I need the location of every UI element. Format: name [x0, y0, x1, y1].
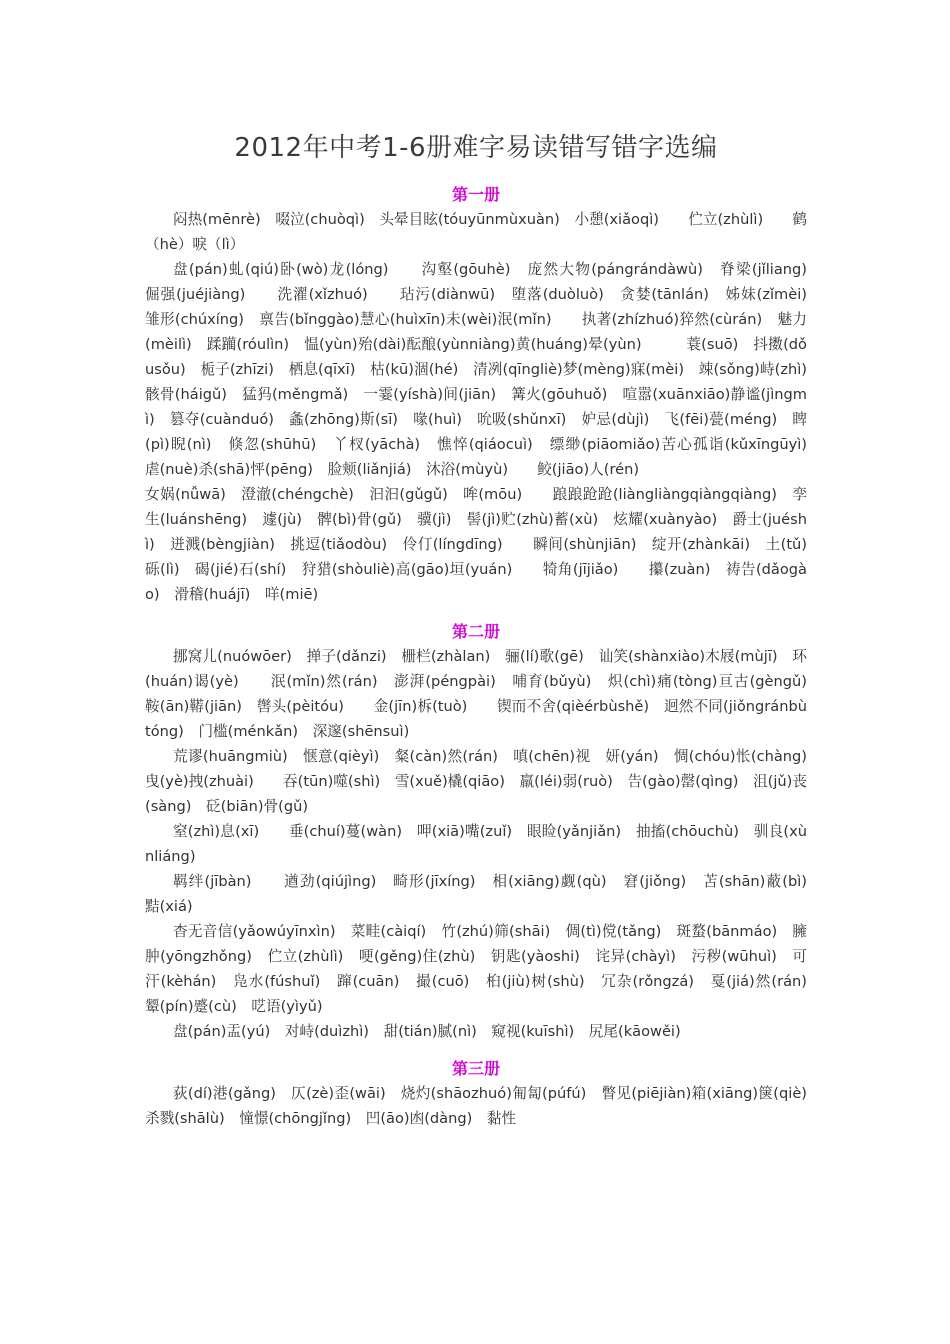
section-volume-2: [145, 619, 822, 1044]
word-list-paragraph: 荒谬(huāngmiù) 惬意(qièyì) 粲(càn)然(rán) 嗔(chēn)视 妍(yán) 惆(chóu)怅(chàng) 曳(yè)拽(zhuài) 吞(tūn)噬(shì) 雪(xuě)橇(qiāo) 羸(léi)弱(ruò) 告(gào)罄(qìng) 沮(jǔ)丧(sàng) 砭(biān)骨(gǔ): [145, 748, 822, 815]
word-list-paragraph: 荻(dí)港(gǎng) 仄(zè)歪(wāi) 烧灼(shāozhuó)匍匐(púfú) 瞥见(piējiàn)箱(xiāng)箧(qiè) 杀戮(shālù) 憧憬(chōngjǐng) 凹(āo)凼(dàng) 黏性: [145, 1085, 822, 1127]
word-list-paragraph: 窒(zhì)息(xī) 垂(chuí)蔓(wàn) 呷(xiā)嘴(zuǐ) 眼睑(yǎnjiǎn) 抽搐(chōuchù) 驯良(xùnliáng): [145, 823, 807, 865]
word-list-paragraph: 盘(pán)虬(qiú)卧(wò)龙(lóng) 沟壑(gōuhè) 庞然大物(pángrándàwù) 脊梁(jǐliang) 倔强(juéjiàng) 洗濯(xǐzhuó) 玷污(diànwū) 堕落(duòluò) 贪婪(tānlán) 姊妹(zǐmèi) 雏形(chúxíng) 禀告(bǐnggào)慧心(huìxīn)未(wèi)泯(mǐn) 执著(zhízhuó)猝然(cùrán) 魅力(mèilì) 蹂躏(róulìn) 愠(yùn)殆(dài)酝酿(yùnniàng)黄(huáng)晕(yùn) 蓑(suō) 抖擞(dǒusǒu) 栀子(zhīzi) 栖息(qīxī) 枯(kū)涸(hé) 清冽(qīngliè)梦(mèng)寐(mèi) 竦(sǒng)峙(zhì) 骸骨(háigǔ) 猛犸(měngmǎ) 一霎(yíshà)间(jiān) 篝火(gōuhuǒ) 喧嚣(xuānxiāo)静谧(jìngmì) 篡夺(cuànduó) 螽(zhōng)斯(sī) 喙(huì) 吮吸(shǔnxī) 妒忌(dùjì) 飞(fēi)甍(méng) 睥(pì)睨(nì) 倏忽(shūhū) 丫杈(yāchà) 憔悴(qiáocuì) 缥缈(piāomiǎo)苦心孤诣(kǔxīngūyì) 虐(nuè)杀(shā)怦(pēng) 脸颊(liǎnjiá) 沐浴(mùyù) 鲛(jiāo)人(rén): [145, 261, 837, 478]
section-heading: 第一册: [451, 185, 500, 204]
word-list-paragraph: 杳无音信(yǎowúyīnxìn) 菜畦(càiqí) 竹(zhú)筛(shāi) 倜(tì)傥(tǎng) 斑蝥(bānmáo) 臃肿(yōngzhǒng) 伫立(zhùlì) 哽(gěng)住(zhù) 钥匙(yàoshi) 诧异(chàyì) 污秽(wūhuì) 可汗(kèhán) 凫水(fúshuǐ) 蹿(cuān) 撮(cuō) 桕(jiù)树(shù) 冗杂(rǒngzá) 戛(jiá)然(rán) 颦(pín)蹙(cù) 呓语(yìyǔ): [145, 923, 822, 1015]
word-list-paragraph: 羁绊(jībàn) 遒劲(qiújìng) 畸形(jīxíng) 相(xiāng)觑(qù) 窘(jiǒng) 苫(shān)蔽(bì) 黠(xiá): [145, 873, 822, 915]
section-volume-3: [145, 1056, 822, 1131]
word-list-paragraph: 闷热(mēnrè) 啜泣(chuòqì) 头晕目眩(tóuyūnmùxuàn) 小憩(xiǎoqì) 伫立(zhùlì) 鹤（hè）唳（lì）: [145, 211, 807, 253]
word-list-paragraph: 挪窝儿(nuówōer) 掸子(dǎnzi) 栅栏(zhàlan) 骊(lí)歌(gē) 讪笑(shànxiào)木屐(mùjī) 环(huán)谒(yè) 泯(mǐn)然(rán) 澎湃(péngpài) 哺育(bǔyù) 炽(chì)痛(tòng)亘古(gèngǔ) 鞍(ān)鞯(jiān) 辔头(pèitóu) 金(jīn)柝(tuò) 锲而不舍(qièérbùshě) 迥然不同(jiǒngránbùtóng) 门槛(ménkǎn) 深邃(shēnsuì): [145, 648, 822, 740]
word-list-paragraph: 盘(pán)盂(yú) 对峙(duìzhì) 甜(tián)腻(nì) 窥视(kuīshì) 尻尾(kāowěi): [173, 1023, 681, 1040]
section-heading: 第三册: [451, 1059, 500, 1078]
word-list-paragraph: 女娲(nǚwā) 澄澈(chéngchè) 汩汩(gǔgǔ) 哞(mōu) 踉踉跄跄(liàngliàngqiàngqiàng) 孪生(luánshēng) 遽(jù) 髀(bì)骨(gǔ) 骥(jì) 髻(jì)贮(zhù)蓄(xù) 炫耀(xuànyào) 爵士(juéshì) 迸溅(bèngjiàn) 挑逗(tiǎodòu) 伶仃(língdīng) 瞬间(shùnjiān) 绽开(zhànkāi) 土(tǔ)砾(lì) 碣(jié)石(shí) 狩猎(shòuliè)高(gāo)垣(yuán) 犄角(jījiǎo) 攥(zuàn) 祷告(dǎogào) 滑稽(huájī) 咩(miē): [145, 486, 807, 603]
section-heading: 第二册: [451, 622, 500, 641]
document-page: [145, 128, 837, 1131]
document-title: 2012年中考1-6册难字易读错写错字选编: [234, 133, 718, 163]
section-volume-1: [145, 182, 837, 607]
